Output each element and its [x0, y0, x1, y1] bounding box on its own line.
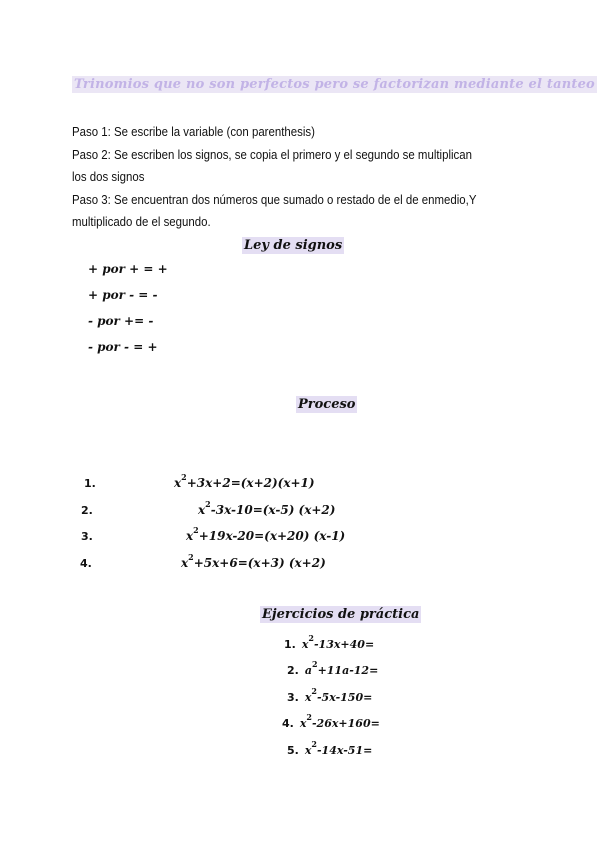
- ejercicio-number: 3.: [287, 690, 299, 704]
- ejercicio-number: 4.: [282, 716, 294, 730]
- eq-exponent: 2: [311, 686, 317, 696]
- eq-base: x: [181, 556, 189, 570]
- proceso-number-4: 4.: [80, 557, 92, 570]
- ejercicio-expression: [304, 739, 373, 757]
- eq-rest: -3x-10=(x-5) (x+2): [210, 503, 336, 517]
- sign-rule-3: - por += -: [88, 314, 154, 328]
- proceso-equation-4: [181, 554, 326, 570]
- eq-exponent: 2: [205, 499, 211, 509]
- eq-exponent: 2: [306, 712, 312, 722]
- eq-exponent: 2: [181, 472, 187, 482]
- ejercicio-expression: [301, 633, 375, 651]
- ejercicios-heading: Ejercicios de práctica: [262, 607, 420, 622]
- proceso-equation-2: [198, 501, 335, 517]
- eq-base: x: [299, 716, 307, 730]
- steps-section: [72, 121, 486, 234]
- eq-rest: -5x-150=: [316, 690, 373, 704]
- proceso-equation-3: [186, 527, 345, 543]
- eq-exponent: 2: [308, 633, 314, 643]
- step-2: Paso 2: Se escriben los signos, se copia el primero y el segundo se multiplican los dos signos: [72, 146, 472, 184]
- eq-exponent: 2: [311, 739, 317, 749]
- eq-rest: +11a-12=: [317, 663, 379, 677]
- proceso-heading: Proceso: [298, 397, 356, 412]
- eq-exponent: 2: [311, 659, 318, 669]
- proceso-number-3: 3.: [81, 530, 93, 543]
- ejercicio-expression: [304, 686, 373, 704]
- ley-de-signos-heading: Ley de signos: [244, 238, 343, 253]
- step-3: Paso 3: Se encuentran dos números que sumado o restado de el de enmedio,Y multiplicado de el segundo.: [72, 191, 477, 229]
- ejercicio-number: 2.: [287, 663, 299, 677]
- ejercicio-number: 5.: [287, 743, 299, 757]
- sign-rule-4: - por - = +: [88, 340, 158, 354]
- ejercicio-5: [287, 741, 372, 757]
- eq-rest: -14x-51=: [316, 743, 373, 757]
- eq-rest: -26x+160=: [311, 716, 380, 730]
- eq-rest: -13x+40=: [313, 637, 375, 651]
- eq-base: x: [304, 690, 312, 704]
- sign-rule-2: + por - = -: [88, 288, 158, 302]
- ejercicio-expression: [299, 712, 380, 730]
- ejercicio-3: [287, 688, 372, 704]
- ejercicio-1: [284, 635, 374, 651]
- ejercicio-4: [282, 714, 380, 730]
- eq-base: x: [198, 503, 206, 517]
- page-title: Trinomios que no son perfectos pero se factorizan mediante el tanteo: [74, 77, 595, 92]
- proceso-number-1: 1.: [84, 477, 96, 490]
- signs-list: [88, 262, 168, 366]
- eq-rest: +19x-20=(x+20) (x-1): [198, 529, 346, 543]
- step-1: Paso 1: Se escribe la variable (con parenthesis): [72, 124, 315, 139]
- eq-rest: +3x+2=(x+2)(x+1): [186, 476, 315, 490]
- ejercicio-2: [287, 661, 378, 677]
- eq-base: x: [304, 743, 312, 757]
- eq-exponent: 2: [193, 525, 199, 535]
- proceso-equation-1: [174, 474, 315, 490]
- eq-rest: +5x+6=(x+3) (x+2): [193, 556, 326, 570]
- eq-base: x: [174, 476, 182, 490]
- eq-base: x: [186, 529, 194, 543]
- ejercicio-number: 1.: [284, 637, 296, 651]
- eq-base: a: [304, 663, 312, 677]
- eq-base: x: [301, 637, 309, 651]
- eq-exponent: 2: [188, 552, 194, 562]
- proceso-number-2: 2.: [81, 504, 93, 517]
- sign-rule-1: + por + = +: [88, 262, 168, 276]
- ejercicio-expression: [304, 659, 379, 677]
